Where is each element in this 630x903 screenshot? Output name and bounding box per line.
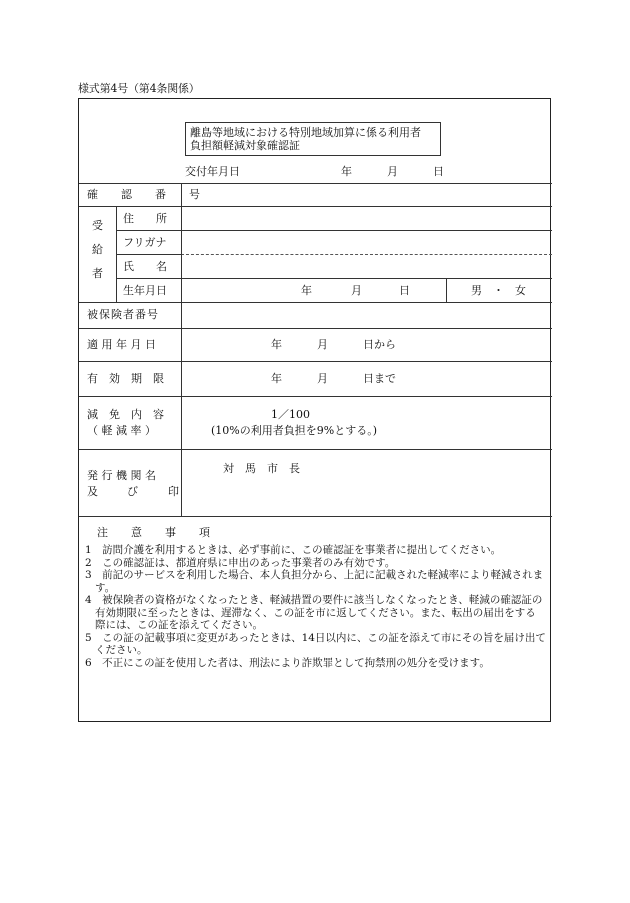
- valid-month-unit: 月: [317, 372, 328, 385]
- divider: [79, 361, 552, 362]
- birthdate-label: 生年月日: [123, 284, 167, 297]
- divider: [79, 183, 552, 184]
- divider: [181, 183, 182, 516]
- divider: [79, 328, 552, 329]
- divider: [446, 278, 447, 302]
- applicable-date-label: 適 用 年 月 日: [87, 338, 156, 351]
- divider: [79, 302, 552, 303]
- reduction-note: (10%の利用者負担を9%とする。): [211, 424, 377, 437]
- note-item: 3 前記のサービスを利用した場合、本人負担分から、上記に記載された軽減率により軽減されます。: [85, 569, 544, 594]
- divider: [79, 516, 552, 517]
- recipient-label-2: 給: [92, 243, 103, 256]
- sex-options: 男 ・ 女: [471, 284, 526, 297]
- certificate-title-line2: 負担額軽減対象確認証: [190, 139, 300, 152]
- issue-month-unit: 月: [387, 165, 398, 178]
- recipient-label-3: 者: [92, 267, 103, 280]
- certificate-title-line1: 離島等地域における特別地域加算に係る利用者: [190, 126, 421, 139]
- reduction-value: 1／100: [271, 408, 310, 421]
- divider: [116, 206, 117, 302]
- note-item: 6 不正にこの証を使用した者は、刑法により詐欺罪として拘禁刑の処分を受けます。: [85, 656, 490, 669]
- birth-day-unit: 日: [399, 284, 410, 297]
- valid-day-until: 日まで: [363, 372, 396, 385]
- recipient-label-1: 受: [92, 219, 103, 232]
- applicable-day-from: 日から: [363, 338, 396, 351]
- reduction-content-label: 減 免 内 容: [87, 408, 164, 421]
- valid-period-label: 有 効 期 限: [87, 372, 164, 385]
- form-number: 様式第4号（第4条関係）: [78, 82, 200, 95]
- issuer-label-seal: 印: [168, 485, 179, 498]
- divider: [79, 396, 552, 397]
- certificate-form: [78, 98, 551, 722]
- furigana-label: フリガナ: [123, 236, 167, 249]
- birth-year-unit: 年: [301, 284, 312, 297]
- issuer-label-bi: び: [127, 485, 138, 498]
- notes-title: 注 意 事 項: [97, 526, 216, 539]
- applicable-month-unit: 月: [317, 338, 328, 351]
- valid-year-unit: 年: [271, 372, 282, 385]
- issuer-label-line1: 発 行 機 関 名: [87, 469, 156, 482]
- reduction-rate-label: （ 軽 減 率 ）: [87, 424, 156, 437]
- applicable-year-unit: 年: [271, 338, 282, 351]
- divider: [116, 254, 181, 255]
- issue-day-unit: 日: [433, 165, 444, 178]
- note-item: 5 この証の記載事項に変更があったときは、14日以内に、この証を添えて市にその旨を届け出てください。: [85, 631, 546, 656]
- birth-month-unit: 月: [351, 284, 362, 297]
- note-item: 2 この確認証は、都道府県に申出のあった事業者のみ有効です。: [85, 556, 396, 569]
- notes-section: [79, 524, 552, 669]
- note-item: 4 被保険者の資格がなくなったとき、軽減措置の要件に該当しなくなったとき、軽減の確認証の有効期限に至ったときは、遅滞なく、この証を市に返してください。また、転出の届出をする際には、この証を添えてください。: [85, 594, 543, 631]
- divider: [79, 449, 552, 450]
- issue-year-unit: 年: [341, 165, 352, 178]
- issuer-value: 対 馬 市 長: [223, 462, 300, 475]
- issuer-label-and: 及: [87, 485, 98, 498]
- divider: [79, 206, 552, 207]
- note-item: 1 訪問介護を利用するときは、必ず事前に、この確認証を事業者に提出してください。: [85, 544, 502, 556]
- certificate-title-box: [185, 122, 441, 156]
- confirmation-number-label: 確 認 番 号: [87, 188, 206, 201]
- name-label: 氏 名: [123, 260, 167, 273]
- dashed-divider: [181, 254, 552, 255]
- address-label: 住 所: [123, 212, 167, 225]
- issue-date-label: 交付年月日: [185, 165, 240, 178]
- insured-number-label: 被保険者番号: [87, 308, 159, 321]
